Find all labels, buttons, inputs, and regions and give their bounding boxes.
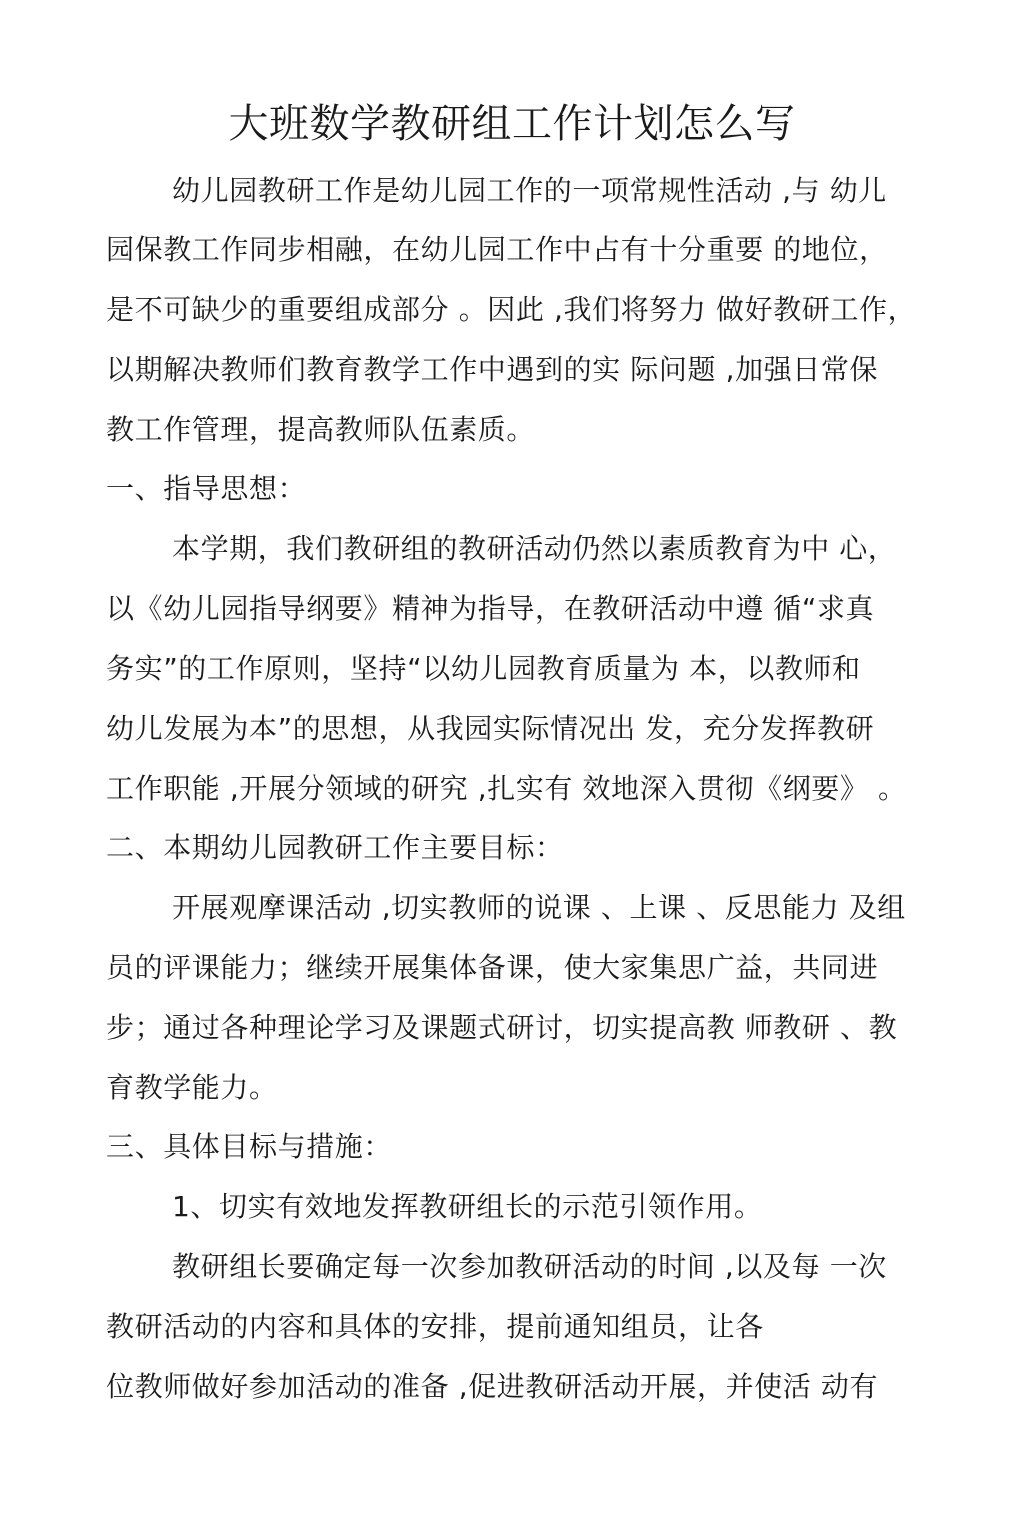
paragraph-line: 教工作管理，提高教师队伍素质。 — [106, 413, 536, 446]
paragraph-line: 是不可缺少的重要组成部分 。因此 ,我们将努力 做好教研工作， — [106, 293, 917, 326]
paragraph-line: 位教师做好参加活动的准备 ,促进教研活动开展，并使活 动有 — [106, 1370, 879, 1403]
page-title: 大班数学教研组工作计划怎么写 — [228, 101, 796, 147]
paragraph-line: 开展观摩课活动 ,切实教师的说课 、上课 、反思能力 及组 — [172, 891, 906, 924]
paragraph-line: 幼儿园教研工作是幼儿园工作的一项常规性活动 ,与 幼儿 — [172, 174, 887, 207]
paragraph-line: 本学期，我们教研组的教研活动仍然以素质教育为中 心， — [172, 532, 897, 565]
section-heading: 一、指导思想： — [106, 472, 307, 505]
paragraph-line: 教研活动的内容和具体的安排，提前通知组员，让各 — [106, 1310, 764, 1343]
section-heading: 二、本期幼儿园教研工作主要目标： — [106, 831, 564, 864]
paragraph-line: 教研组长要确定每一次参加教研活动的时间 ,以及每 一次 — [172, 1250, 887, 1283]
paragraph-line: 步；通过各种理论学习及课题式研讨，切实提高教 师教研 、教 — [106, 1011, 898, 1044]
section-heading: 三、具体目标与措施： — [106, 1130, 393, 1163]
paragraph-line: 务实”的工作原则，坚持“以幼儿园教育质量为 本，以教师和 — [106, 652, 861, 685]
paragraph-line: 工作职能 ,开展分领域的研究 ,扎实有 效地深入贯彻《纲要》 。 — [106, 772, 907, 805]
paragraph-line: 园保教工作同步相融，在幼儿园工作中占有十分重要 的地位， — [106, 233, 888, 266]
paragraph-line: 员的评课能力；继续开展集体备课，使大家集思广益，共同进 — [106, 951, 879, 984]
paragraph-line: 以期解决教师们教育教学工作中遇到的实 际问题 ,加强日常保 — [106, 353, 879, 386]
paragraph-line: 幼儿发展为本”的思想，从我园实际情况出 发，充分发挥教研 — [106, 712, 875, 745]
paragraph-line: 以《幼儿园指导纲要》精神为指导，在教研活动中遵 循“求真 — [106, 592, 875, 625]
paragraph-line: 育教学能力。 — [106, 1071, 278, 1104]
subsection-heading: 1、切实有效地发挥教研组长的示范引领作用。 — [172, 1190, 763, 1223]
